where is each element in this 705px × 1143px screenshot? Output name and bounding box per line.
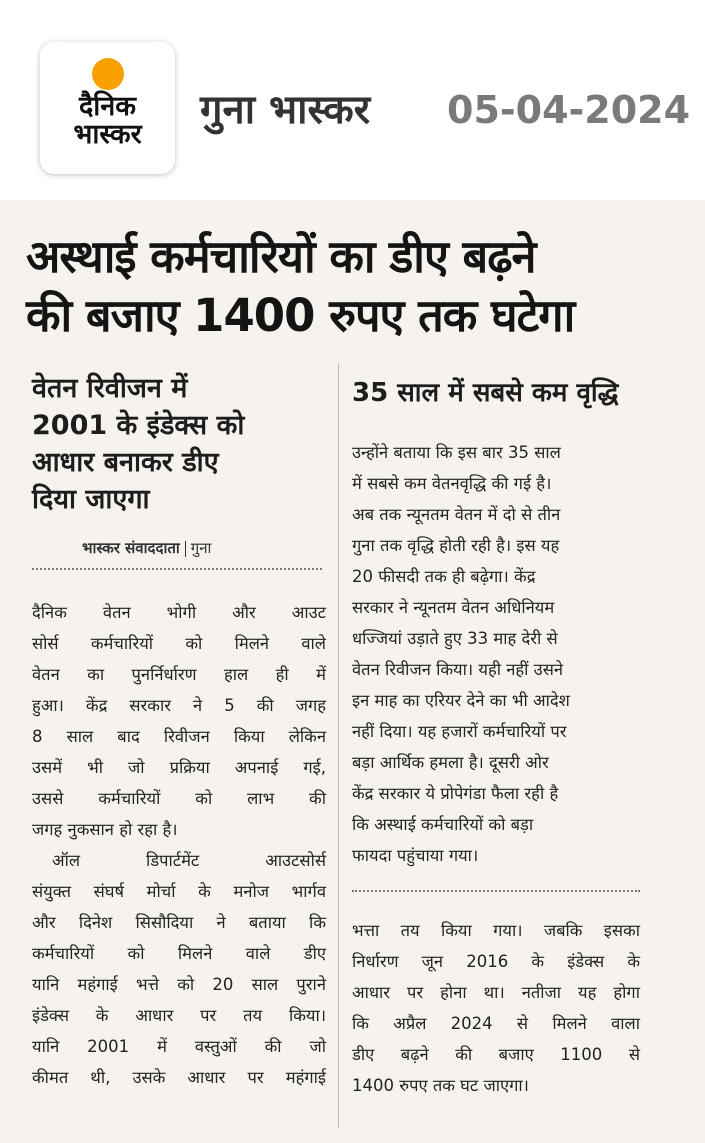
text-line: गुना तक वृद्धि होती रही है। इस यह xyxy=(352,536,560,555)
text-line: कर्मचारियों को मिलने वाले डीए xyxy=(32,944,326,963)
text-line: कि अप्रैल 2024 से मिलने वाला xyxy=(352,1014,640,1033)
text-line: में सबसे कम वेतनवृद्धि की गई है। xyxy=(352,474,552,493)
headline-line: की बजाए 1400 रुपए तक घटेगा xyxy=(26,289,575,342)
text-line: डीए बढ़ने की बजाए 1100 से xyxy=(352,1045,640,1064)
text-line: फायदा पहुंचाया गया। xyxy=(352,846,479,865)
text-line: भत्ता तय किया गया। जबकि इसका xyxy=(352,921,640,940)
article-subheadline xyxy=(32,370,332,518)
right-column-text xyxy=(352,440,642,880)
text-line: वेतन का पुनर्निर्धारण हाल ही में xyxy=(32,665,326,684)
edition-city: गुना भास्कर xyxy=(200,87,371,133)
text-line: ऑल डिपार्टमेंट आउटसोर्स xyxy=(52,851,326,870)
text-line: आधार पर होना था। नतीजा यह होगा xyxy=(352,983,640,1002)
text-line: हुआ। केंद्र सरकार ने 5 की जगह xyxy=(32,696,326,715)
text-line: उसमें भी जो प्रक्रिया अपनाई गई, xyxy=(32,758,326,777)
header xyxy=(0,0,705,200)
sun-dot-icon xyxy=(92,58,124,90)
subheadline-line: 2001 के इंडेक्स को xyxy=(32,410,245,441)
text-line: नहीं दिया। यह हजारों कर्मचारियों पर xyxy=(352,722,567,741)
text-line: कीमत थी, उसके आधार पर महंगाई xyxy=(32,1068,326,1087)
text-line: 1400 रुपए तक घट जाएगा। xyxy=(352,1076,529,1095)
text-line: दैनिक वेतन भोगी और आउट xyxy=(32,603,326,622)
text-line: यानि महंगाई भत्ते को 20 साल पुराने xyxy=(32,975,326,994)
edition-date: 05-04-2024 xyxy=(447,88,691,132)
text-line: उससे कर्मचारियों को लाभ की xyxy=(32,789,326,808)
text-line: सरकार ने न्यूनतम वेतन अधिनियम xyxy=(352,598,555,617)
byline xyxy=(82,538,211,558)
text-line: निर्धारण जून 2016 के इंडेक्स के xyxy=(352,952,640,971)
text-line: धज्जियां उड़ाते हुए 33 माह देरी से xyxy=(352,629,558,648)
dainik-bhaskar-logo[interactable] xyxy=(40,42,175,174)
text-line: अब तक न्यूनतम वेतन में दो से तीन xyxy=(352,505,561,524)
text-line: केंद्र सरकार ये प्रोपेगंडा फैला रही है xyxy=(352,784,559,803)
divider-right xyxy=(352,890,640,892)
text-line: जगह नुकसान हो रहा है। xyxy=(32,820,178,839)
headline-line: अस्थाई कर्मचारियों का डीए बढ़ने xyxy=(26,230,536,283)
logo-line-2: भास्कर xyxy=(73,119,142,150)
logo-line-1: दैनिक xyxy=(78,91,137,122)
right-column-heading: 35 साल में सबसे कम वृद्धि xyxy=(352,378,619,408)
right-continuation-text xyxy=(352,918,640,1118)
text-line: इन माह का एरियर देने का भी आदेश xyxy=(352,691,570,710)
text-line: संयुक्त संघर्ष मोर्चा के मनोज भार्गव xyxy=(32,882,326,901)
subheadline-line: दिया जाएगा xyxy=(32,484,150,515)
article-headline xyxy=(26,227,676,345)
byline-reporter: भास्कर संवाददाता xyxy=(82,539,180,557)
text-line: और दिनेश सिसौदिया ने बताया कि xyxy=(32,913,326,932)
text-line: सोर्स कर्मचारियों को मिलने वाले xyxy=(32,634,326,653)
byline-location: गुना xyxy=(190,539,212,557)
byline-separator xyxy=(185,541,186,557)
text-line: उन्होंने बताया कि इस बार 35 साल xyxy=(352,443,561,462)
text-line: इंडेक्स के आधार पर तय किया। xyxy=(32,1006,326,1025)
left-column-text xyxy=(32,600,326,1120)
text-line: बड़ा आर्थिक हमला है। दूसरी ओर xyxy=(352,753,549,772)
text-line: वेतन रिवीजन किया। यही नहीं उसने xyxy=(352,660,564,679)
subheadline-line: वेतन रिवीजन में xyxy=(32,373,188,404)
column-rule xyxy=(338,363,339,1128)
divider-left xyxy=(32,568,322,570)
text-line: 8 साल बाद रिवीजन किया लेकिन xyxy=(32,727,326,746)
text-line: 20 फीसदी तक ही बढ़ेगा। केंद्र xyxy=(352,567,536,586)
text-line: कि अस्थाई कर्मचारियों को बड़ा xyxy=(352,815,534,834)
text-line: यानि 2001 में वस्तुओं की जो xyxy=(32,1037,326,1056)
subheadline-line: आधार बनाकर डीए xyxy=(32,447,219,478)
